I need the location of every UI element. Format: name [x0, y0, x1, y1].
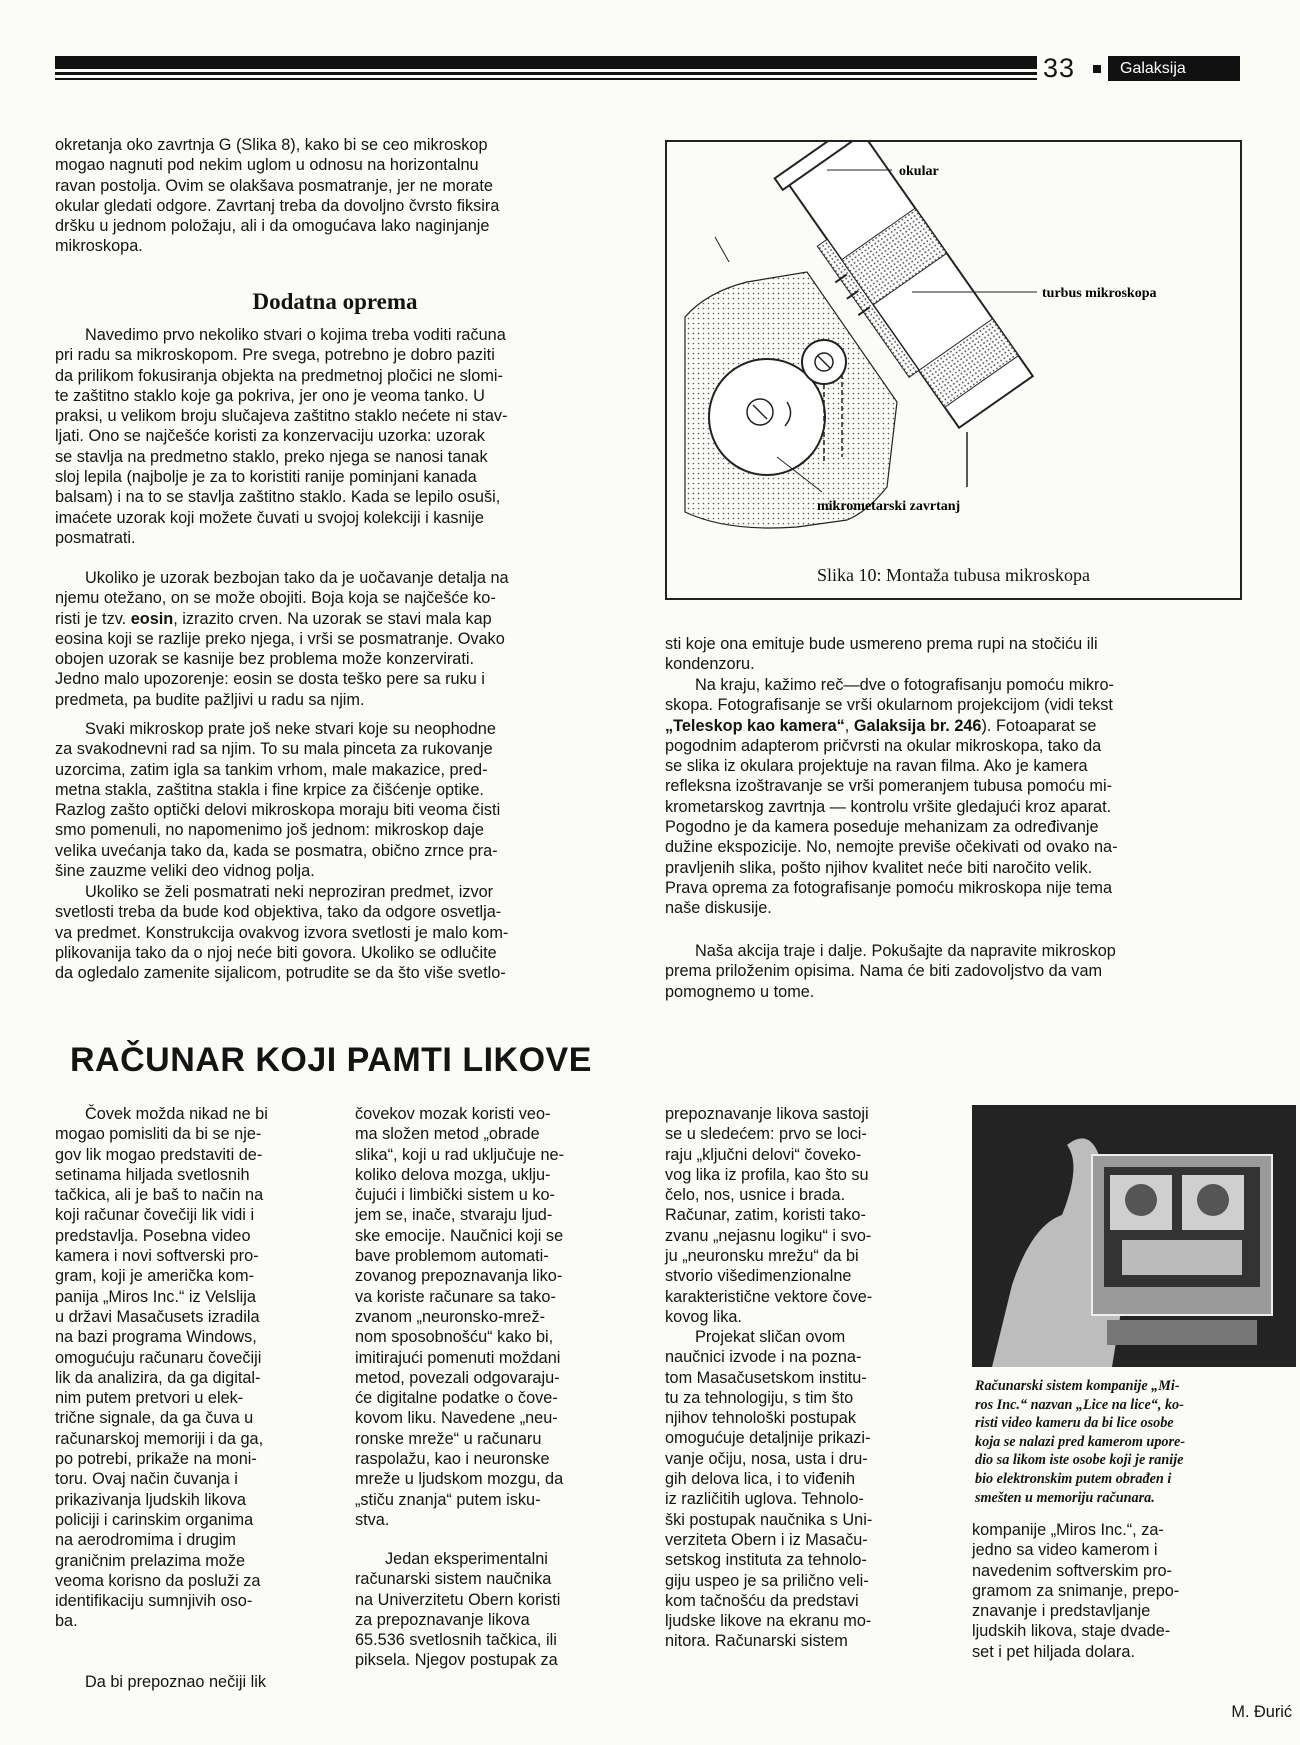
article1-paragraph: sti koje ona emituje bude usmereno prema rupi na stočiću ili kondenzoru.: [665, 635, 1098, 674]
article2-paragraph: Jedan eksperimentalni računarski sistem naučnika na Univerzitetu Obern koristi za prepoznavanje likova 65.536 svetlosnih tačkica, ili piksela. Njegov postupak za: [355, 1550, 561, 1670]
label-zavrtanj: mikrometarski zavrtanj: [817, 499, 961, 514]
term-eosin: eosin: [130, 609, 174, 628]
label-okular: okular: [899, 164, 939, 179]
article1-intro: okretanja oko zavrtnja G (Slika 8), kako bi se ceo mikroskop mogao nagnuti pod nekim uglom u odnosu na horizontalnu ravan postolja. Ovim se olakšava posmatranje, jer ne morate okular gledati odgore. Zavrtanj treba da dovoljno čvrsto fiksira dršku u jednom položaju, ali i da omogućava lako naginjanje mikroskopa.: [55, 136, 500, 256]
ref-galaksija-issue: Galaksija br. 246: [853, 716, 982, 735]
figure-caption: Slika 10: Montaža tubusa mikroskopa: [817, 565, 1090, 585]
article1-paragraph: Ukoliko se želi posmatrati neki neproziran predmet, izvor svetlosti treba da bude kod objektiva, tako da odgore osvetlja- va predmet. Konstrukcija ovakvog izvora svetlosti je malo kom- plikovanija tako da o njoj neće biti govora. Ukoliko se odlučite da ogledalo zamenite sijalicom, potrudite se da što više svetlo-: [55, 883, 509, 983]
header-bullet: [1093, 65, 1101, 73]
section-heading: Dodatna oprema: [252, 289, 418, 314]
article1-paragraph: Ukoliko je uzorak bezbojan tako da je uočavanje detalja na njemu otežano, on se može obojiti. Boja koja se najčešće ko- risti je tzv. eosin, izrazito crven. Na uzorak se stavi mala kap eosina koji se razlije preko njega, i vrši se posmatranje. Ovako obojen uzorak se kasnije bez problema može konzervirati. Jedno malo upozorenje: eosin se dosta teško pere sa ruku i predmeta, pa budite pažljivi u radu sa njim.: [55, 569, 509, 709]
article2-paragraph: prepoznavanje likova sastoji se u sledećem: prvo se loci- raju „ključni delovi“ čoveko- vog lika iz profila, kao što su čelo, nos, usnice i brada. Računar, zatim, koristi tako- zvanu „nejasnu logiku“ i svo- ju „neuronsku mrežu“ da bi stvorio višedimenzionalne karakteristične vektore čove- kovog lika.: [665, 1105, 873, 1326]
article1-paragraph: Navedimo prvo nekoliko stvari o kojima treba voditi računa pri radu sa mikroskopom. Pre svega, potrebno je dobro paziti da prilikom fokusiranja objekta na predmetnoj pločici ne slomi- te zaštitno staklo koje ga pokriva, jer ono je veoma tanko. U praksi, u velikom broju slučajeva zaštitno staklo nećete ni stav- ljati. Ono se najčešće koristi za konzervaciju uzorka: uzorak se stavlja na predmetno staklo, preko njega se nanosi tanak sloj lepila (najbolje je za to koristiti ranije pominjani kanada balsam) i na to se stavlja zaštitno staklo. Kada se lepilo osuši, imaćete uzorak koji možete čuvati u svojoj kolekciji i kasnije posmatrati.: [55, 326, 508, 547]
article2-paragraph: Da bi prepoznao nečiji lik: [85, 1673, 267, 1691]
article2-paragraph: Projekat sličan ovom naučnici izvode i na pozna- tom Masačusetskom institu- tu za tehnologiju, s tim što njihov tehnološki postupak omogućuje detaljnije prikazi- vanje očiju, nosa, usta i dru- gih delova lica, i to viđenih iz različitih uglova. Tehnolo- ški postupak naučnika s Uni- verziteta Obern i iz Masaču- setskog instituta za tehnolo- giju uspeo je sa prilično veli- kom tačnošću da predstavi ljudske likove na ekranu mo- nitora. Računarski sistem: [665, 1328, 873, 1651]
article2-paragraph: čovekov mozak koristi veo- ma složen metod „obrade slika“, koji u rad uključuje ne- koliko delova mozga, uklju- čujući i limbički sistem u ko- jem se, inače, stvaraju ljud- ske emocije. Naučnici koji se bave problemom automati- zovanog prepoznavanja liko- va koriste računare sa tako- zvanom „neuronsko-mrež- nom sposobnošću“ kako bi, imitirajući pomenuti moždani metod, povezali odgovaraju- će digitalne podatke o čove- kovom liku. Navedene „neu- ronske mreže“ u računaru raspolažu, kao i neuronske mreže u ljudskom mozgu, da „stiču znanja“ putem isku- stva.: [355, 1105, 565, 1529]
author-signature: M. Đurić: [1231, 1703, 1292, 1721]
article2-paragraph: kompanije „Miros Inc.“, za- jedno sa video kamerom i navedenim softverskim pro- gramom za snimanje, prepo- znavanje i predstavljanje ljudskih likova, staje dvade- set i pet hiljada dolara.: [972, 1521, 1180, 1661]
photo-illustration: [972, 1105, 1296, 1367]
photo-face-recognition-system: [972, 1105, 1296, 1367]
article1-paragraph: Naša akcija traje i dalje. Pokušajte da napravite mikroskop prema priloženim opisima. Nama će biti zadovoljstvo da vam pomognemo u tome.: [665, 942, 1116, 1001]
label-turbus: turbus mikroskopa: [1042, 286, 1157, 301]
article1-paragraph: Svaki mikroskop prate još neke stvari koje su neophodne za svakodnevni rad sa njim. To su mala pinceta za rukovanje uzorcima, zatim igla sa tankim vrhom, male makazice, pred- metna stakla, zaštitna stakla i fine krpice za čišćenje optike. Razlog zašto optički delovi mikroskopa moraju biti veoma čisti smo pomenuli, no napomenimo još jednom: mikroskop daje velika uvećanja tako da, kada se posmatra, obično zrnce pra- šine zauzme veliki deo vidnog polja.: [55, 720, 501, 881]
magazine-name: Galaksija: [1108, 56, 1240, 81]
article1-paragraph: Na kraju, kažimo reč—dve o fotografisanju pomoću mikro- skopa. Fotografisanje se vrši okularnom projekcijom (vidi tekst „Teleskop kao kamera“, Galaksija br. 246). Fotoaparat se pogodnim adapterom pričvrsti na okular mikroskopa, tako da se slika iz okulara projektuje na ravan filma. Ako je kamera refleksna izoštravanje se vrši pomeranjem tubusa pomoću mi- krometarskog zavrtnja — kontrolu vršite gledajući kroz aparat. Pogodno je da kamera poseduje mehanizam za određivanje dužine ekspozicije. No, nemojte previše očekivati od ovako na- pravljenih slika, pošto njihov kvalitet neće biti naročito velik. Prava oprema za fotografisanje pomoću mikroskopa nije tema naše diskusije.: [665, 676, 1118, 918]
microscope-diagram: [667, 142, 1240, 562]
article2-paragraph: Čovek možda nikad ne bi mogao pomisliti da bi se nje- gov lik mogao predstaviti de- setinama hiljada svetlosnih tačkica, ali je baš to način na koji računar čovečiji lik vidi i predstavlja. Posebna video kamera i novi softverski pro- gram, koji je američka kom- panija „Miros Inc.“ iz Velslija u državi Masačusets izradila na bazi programa Windows, omogućuju računaru čovečiji lik da analizira, da ga digital- nim putem pretvori u elek- trične signale, da ga čuva u računarskoj memoriji i da ga, po potrebi, prikaže na moni- toru. Ovaj način čuvanja i prikazivanja ljudskih likova policiji i carinskim organima na aerodromima i drugim graničnim prelazima može veoma korisno da posluži za identifikaciju sumnjivih oso- ba.: [55, 1105, 268, 1631]
page-number: 33: [1043, 53, 1076, 83]
header-rule: [55, 56, 1037, 83]
figure-microscope-tube: [665, 140, 1242, 600]
article2-title: RAČUNAR KOJI PAMTI LIKOVE: [70, 1041, 592, 1079]
ref-telescope-article: „Teleskop kao kamera“: [665, 716, 845, 735]
photo-caption: Računarski sistem kompanije „Mi- ros Inc.“ nazvan „Lice na lice“, ko- risti video kameru da bi lice osobe koja se nalazi pred kamerom upore- dio sa likom iste osobe koji je ranije bio elektronskim putem obrađen i smešten u memoriju računara.: [975, 1378, 1186, 1506]
